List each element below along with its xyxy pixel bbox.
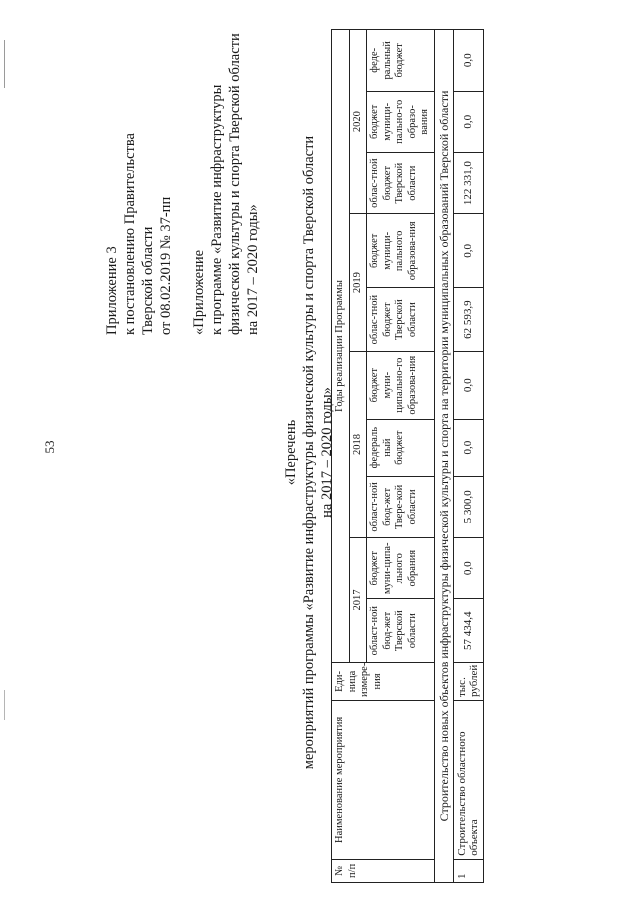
program-reference-block [190, 33, 262, 335]
row-value: 0,0 [453, 30, 483, 92]
program-ref-line: физической культуры и спорта Тверской области [227, 33, 243, 335]
header-num: № п/п [332, 859, 435, 882]
header-year: 2017 [349, 538, 367, 663]
title-line: на 2017 – 2020 годы» [319, 387, 335, 518]
appendix-block [103, 133, 175, 335]
header-unit: Еди-ница измере-ния [332, 662, 435, 700]
program-ref-line: к программе «Развитие инфраструктуры [209, 84, 225, 335]
row-unit: тыс. рублей [453, 662, 483, 700]
header-budget: бюджет муни-ципа-льного обрания [367, 538, 435, 599]
header-year: 2019 [349, 214, 367, 352]
row-value: 62 593,9 [453, 288, 483, 351]
page-number: 53 [42, 440, 57, 454]
header-budget: облас-тной бюджет Тверской области [367, 288, 435, 351]
appendix-line: Тверской области [140, 226, 156, 335]
header-years-group: Годы реализации Программы [332, 30, 350, 663]
header-budget: бюджет муници-пально-го образо-вания [367, 91, 435, 152]
appendix-line: Приложение 3 [104, 246, 120, 335]
program-ref-line: на 2017 – 2020 годы» [245, 204, 261, 335]
header-year: 2018 [349, 351, 367, 537]
section-row [434, 30, 453, 883]
header-budget: бюджет муници-пального образова-ния [367, 214, 435, 288]
header-budget: феде-ральный бюджет [367, 30, 435, 92]
row-name: Строительство областного объекта [453, 701, 483, 860]
section-title: Строительство новых объектов инфраструктуры физической культуры и спорта на территории муниципальных образований Тверской области [434, 30, 453, 883]
header-budget: област-ной бюд-жет Твере-кой области [367, 476, 435, 537]
appendix-line: к постановлению Правительства [122, 133, 138, 335]
title-line: «Перечень [283, 419, 299, 486]
measures-table [331, 29, 484, 883]
appendix-line: от 08.02.2019 № 37-пп [158, 196, 174, 335]
header-row [332, 30, 350, 883]
header-budget: федераль ный бюджет [367, 419, 435, 476]
row-value: 5 300,0 [453, 476, 483, 537]
header-budget: област-ной бюд-жет Тверской области [367, 599, 435, 662]
program-ref-line: «Приложение [191, 249, 207, 335]
row-value: 0,0 [453, 214, 483, 288]
row-value: 57 434,4 [453, 599, 483, 662]
title-line: мероприятий программы «Развитие инфраструктуры физической культуры и спорта Тверской области [301, 135, 317, 770]
row-value: 0,0 [453, 91, 483, 152]
row-value: 0,0 [453, 538, 483, 599]
header-budget: бюджет муни-ципально-го образова-ния [367, 351, 435, 419]
header-name: Наименование мероприятия [332, 701, 435, 860]
row-value: 0,0 [453, 351, 483, 419]
row-value: 0,0 [453, 419, 483, 476]
row-value: 122 331,0 [453, 152, 483, 213]
row-num: 1 [453, 859, 483, 882]
header-year: 2020 [349, 30, 367, 214]
header-budget: облас-тной бюджет Тверской области [367, 152, 435, 213]
table-row [453, 30, 483, 883]
document-title [282, 0, 336, 905]
